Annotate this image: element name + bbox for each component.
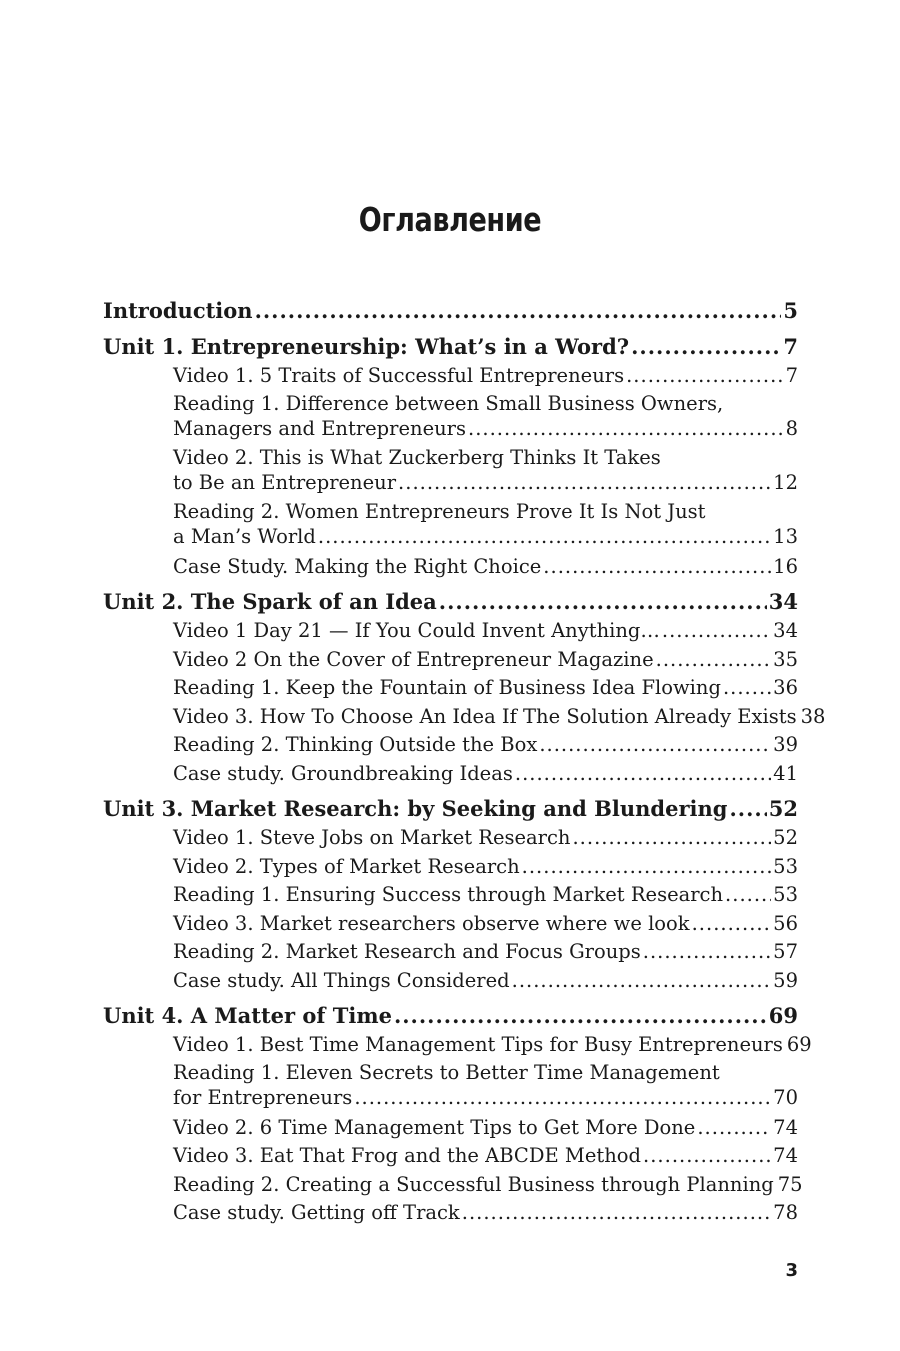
toc-unit-heading[interactable] [103,794,798,824]
toc-entry-label: Reading 1. Keep the Fountain of Business Idea Flowing [173,676,721,699]
toc-entry[interactable] [173,910,798,939]
toc-page-number: 59 [773,968,798,992]
toc-entry[interactable] [173,391,798,442]
toc-entry[interactable] [173,617,798,646]
toc-page-number: 13 [773,524,798,548]
toc-units [103,332,826,1228]
dot-leader [662,617,771,646]
toc-unit [103,332,798,581]
toc-entry-first-line: Video 2. This is What Zuckerberg Thinks It Takes [173,445,661,469]
toc-page-number: 36 [773,676,798,699]
toc-page-number: 34 [768,589,798,614]
toc-entry[interactable] [173,853,798,882]
dot-leader [318,524,771,550]
toc-page-number: 34 [773,619,798,642]
toc-page-number: 8 [785,416,798,440]
dot-leader [398,470,771,496]
toc-entry[interactable] [173,1060,798,1111]
toc-entry-label: Video 2 On the Cover of Entrepreneur Magazine [173,647,654,671]
toc-page-number: 69 [768,1003,798,1028]
toc-entry[interactable] [173,499,798,550]
toc-page-number: 78 [773,1201,798,1224]
toc-entry[interactable] [173,967,798,996]
dot-leader [543,553,771,582]
toc-page-number: 7 [785,364,798,387]
toc-entry-label: Reading 2. Market Research and Focus Groups [173,940,641,963]
dot-leader [539,731,771,760]
toc-page-number: 39 [773,733,798,756]
page-title: Оглавление [358,200,542,239]
toc-page-number: 53 [773,854,798,878]
toc-entry-label: Video 3. How To Choose An Idea If The Solution Already Exists [173,704,797,728]
toc-entry-label: Video 1. Steve Jobs on Market Research [173,826,571,849]
toc-entry[interactable] [173,674,798,703]
toc-page-number: 69 [786,1033,812,1056]
toc-entry[interactable] [173,1031,812,1060]
table-of-contents [103,296,826,1234]
toc-entry-label: Video 3. Market researchers observe where we look [173,911,690,935]
toc-entry[interactable] [173,362,798,391]
dot-leader [643,1142,771,1171]
toc-page-number: 52 [773,826,798,849]
toc-entry-label: Case Study. Making the Right Choice [173,554,542,578]
toc-entry-label: Video 1. Best Time Management Tips for Busy Entrepreneurs [173,1033,783,1056]
toc-page-number: 7 [783,334,798,359]
page-number: 3 [785,1260,798,1281]
toc-entry-label: Reading 1. Ensuring Success through Market Research [173,883,724,906]
toc-entry[interactable] [173,881,798,910]
toc-entry-label: Video 3. Eat That Frog and the ABCDE Method [173,1144,642,1167]
toc-entry-label: Case study. All Things Considered [173,968,510,992]
dot-leader [692,910,772,939]
toc-entry-label: Case study. Groundbreaking Ideas [173,761,513,785]
dot-leader [394,1001,767,1031]
toc-entry-label: for Entrepreneurs [173,1085,353,1109]
dot-leader [723,674,771,703]
toc-entry-label: to Be an Entrepreneur [173,470,397,494]
dot-leader [572,824,771,853]
toc-page-number: 12 [773,470,798,494]
toc-entry[interactable] [173,1142,798,1171]
toc-unit-heading[interactable] [103,332,798,362]
toc-unit-label: Unit 2. The Spark of an Idea [103,589,437,614]
toc-entry[interactable] [173,1171,803,1200]
toc-page-number: 74 [773,1144,798,1167]
dot-leader [255,296,782,326]
toc-unit [103,587,826,788]
toc-page-number: 16 [773,554,798,578]
toc-entry[interactable] [173,646,798,675]
toc-unit [103,1001,812,1228]
dot-leader [512,967,772,996]
toc-page-number: 53 [773,883,798,906]
dot-leader [468,416,784,442]
dot-leader [725,881,771,910]
toc-page-number: 74 [773,1115,798,1139]
toc-unit-label: Unit 4. A Matter of Time [103,1003,392,1028]
toc-page-number: 70 [773,1085,798,1109]
toc-entry[interactable] [173,703,826,732]
dot-leader [522,853,772,882]
toc-entry[interactable] [173,938,798,967]
toc-page-number: 56 [773,911,798,935]
toc-entry[interactable] [173,553,798,582]
toc-unit-label: Unit 1. Entrepreneurship: What’s in a Word? [103,334,630,359]
toc-page-number: 5 [783,298,798,323]
toc-entry-label: Managers and Entrepreneurs [173,416,467,440]
toc-unit-heading[interactable] [103,1001,798,1031]
dot-leader [439,587,767,617]
toc-entry-label: Reading 2. Creating a Successful Business through Planning [173,1172,774,1196]
toc-entry-label: Reading 2. Thinking Outside the Box [173,733,538,756]
toc-entry-first-line: Reading 1. Difference between Small Business Owners, [173,391,724,415]
dot-leader [626,362,783,391]
toc-entry[interactable] [173,824,798,853]
toc-entry-label: Video 2. 6 Time Management Tips to Get More Done [173,1115,696,1139]
dot-leader [643,938,771,967]
toc-entry-label: Case study. Getting off Track [173,1201,460,1224]
toc-entry-label: a Man’s World [173,524,316,548]
toc-introduction[interactable] [103,296,798,326]
toc-page-number: 35 [773,647,798,671]
toc-entry[interactable] [173,1199,798,1228]
toc-entry-first-line: Reading 1. Eleven Secrets to Better Time Management [173,1060,720,1084]
toc-entry[interactable] [173,760,798,789]
toc-unit-label: Unit 3. Market Research: by Seeking and Blundering [103,796,728,821]
toc-entry-label: Video 1 Day 21 — If You Could Invent Anything… [173,619,660,642]
dot-leader [631,332,781,362]
toc-unit-heading[interactable] [103,587,798,617]
toc-entry-label: Video 1. 5 Traits of Successful Entrepreneurs [173,364,625,387]
toc-entry-label: Video 2. Types of Market Research [173,854,520,878]
toc-entry[interactable] [173,731,798,760]
toc-entry[interactable] [173,445,798,496]
toc-entry-label: Introduction [103,298,253,323]
toc-page-number: 57 [773,940,798,963]
toc-page-number: 52 [768,796,798,821]
toc-page-number: 38 [800,704,826,728]
toc-unit [103,794,798,995]
dot-leader [729,794,766,824]
dot-leader [656,646,772,675]
dot-leader [515,760,771,789]
toc-page-number: 75 [777,1172,803,1196]
toc-entry[interactable] [173,1114,798,1143]
dot-leader [697,1114,771,1143]
dot-leader [462,1199,771,1228]
toc-page-number: 41 [773,761,798,785]
dot-leader [354,1085,771,1111]
toc-entry-first-line: Reading 2. Women Entrepreneurs Prove It Is Not Just [173,499,706,523]
